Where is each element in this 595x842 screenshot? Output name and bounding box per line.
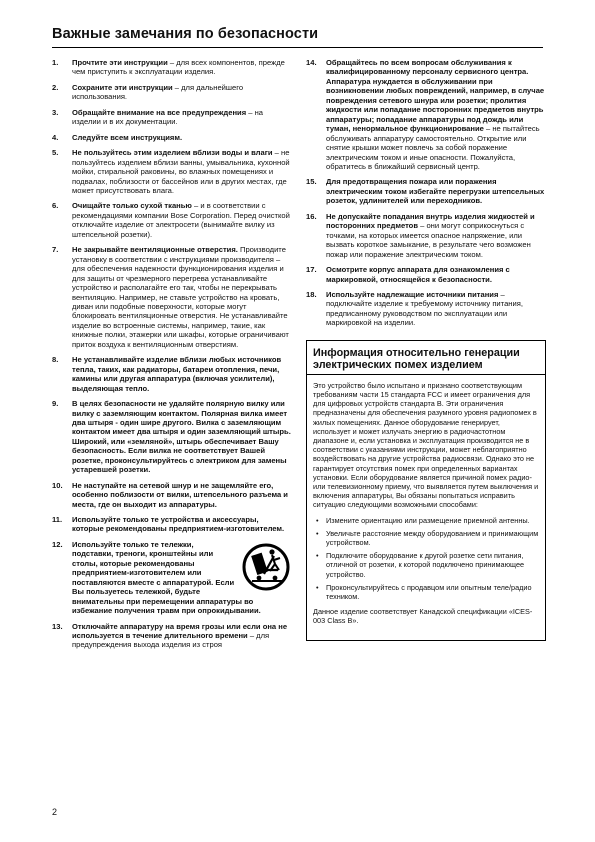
emi-bullet-item [313,583,539,601]
safety-item-1 [52,58,292,77]
safety-item-7 [52,245,292,349]
item-number: 4. [52,132,59,142]
emi-bullet-text: Подключите оборудование к другой розетке сети питания, отличной от розетки, к которой подключено принимающее устройство. [326,551,525,579]
item-number: 9. [52,399,59,409]
item-body-text: – подключайте изделие к требуемому источнику питания, предписанному руководством по эксплуатации или маркировкой на изделии. [326,289,523,328]
item-text [72,245,292,349]
emi-info-rule [307,374,545,375]
item-text [326,290,546,328]
item-number: 8. [52,355,59,365]
emi-bullet-text: Измените ориентацию или размещение приемной антенны. [326,515,530,525]
safety-item-4 [52,133,292,142]
item-bold-text: Не допускайте попадания внутрь изделия жидкостей и посторонних предметов [326,211,535,231]
safety-item-12 [52,540,292,616]
item-text [72,481,292,509]
safety-list-right [306,58,546,328]
item-bold-text: Используйте надлежащие источники питания [326,289,499,299]
item-body-text: – для предупреждения выхода изделия из строя [72,631,270,650]
emi-canada-note: Данное изделие соответствует Канадской спецификации «ICES-003 Class B». [313,607,533,626]
item-text [72,201,292,239]
bullet-icon: • [316,582,319,592]
item-text [72,58,292,77]
item-number: 6. [52,201,59,211]
emi-bullet-item [313,551,539,579]
left-column [52,58,292,656]
right-column [306,58,546,641]
safety-item-5 [52,148,292,195]
item-text [72,355,292,393]
item-number: 7. [52,245,59,255]
safety-item-16 [306,212,546,259]
item-text [72,515,292,534]
safety-item-18 [306,290,546,328]
item-bold-text: Прочтите эти инструкции [72,58,168,67]
item-bold-text: Сохраните эти инструкции [72,82,173,92]
item-number: 2. [52,82,59,92]
item-number: 10. [52,480,63,490]
item-text [72,540,292,616]
item-body-text: – на изделии и в их документации. [72,107,264,127]
item-bold-text: Отключайте аппаратуру на время грозы или если она не используется в течение длительного времени [72,621,288,641]
item-bold-text: Обращайте внимание на все предупреждения [72,107,247,117]
item-number: 17. [306,265,317,275]
emi-info-paragraph: Это устройство было испытано и признано соответствующим требованиям части 15 стандарта FCC и имеет ограничения для для цифровых устройств стандарта В. Эти ограничения предназначены для обеспечения разумного уровня радиопомех в жилых помещениях. Данное оборудование генерирует, использует и может излучать энергию в радиочастотном диапазоне и, если установка и эксплуатация производится не в соответствии с указаниями инструкции, может неблагоприятно воздействовать на другие устройства радиосвязи. Однако это не гарантирует отсутствия помех при определенных вариантах установки. Если оборудование является причиной помех радио- или телевизионному приему, что выявляется путем выключения и включения аппаратуры, Вы обязаны попытаться исправить ситуацию следующими возможными способами: [313,380,539,510]
safety-item-8 [52,355,292,393]
page-title: Важные замечания по безопасности [52,26,319,42]
item-bold-text: Осмотрите корпус аппарата для ознакомления с маркировкой, относящейся к безопасности. [326,265,510,284]
item-text [326,58,546,171]
emi-bullet-text: Увеличьте расстояние между оборудованием и принимающим устройством. [326,528,539,548]
item-bold-text: Очищайте только сухой тканью [72,201,192,211]
item-text [72,622,292,650]
bullet-icon: • [316,528,319,538]
bullet-icon: • [316,515,319,525]
item-text [326,212,546,259]
item-body-text: – для дальнейшего использования. [72,82,244,102]
item-bold-text: Используйте только те устройства и аксессуары, которые рекомендованы предприятием-изготовителем. [72,515,285,534]
item-number: 18. [306,289,317,299]
safety-item-11 [52,515,292,534]
item-bold-text: Не устанавливайте изделие вблизи любых источников тепла, таких, как радиаторы, батареи отопления, печи, камины или другая аппаратура (включая усилители), выделяющая тепло. [72,355,282,393]
item-text [326,177,546,205]
item-number: 13. [52,621,63,631]
item-number: 5. [52,148,59,158]
safety-item-13 [52,622,292,650]
item-body-text: – не пытайтесь обслуживать аппаратуру самостоятельно. Открытие или снятие крышки может повлечь за собой поражение электрическим током и иные опасности. Пожалуйста, обратитесь в ближайший сервисный центр. [326,124,540,171]
bullet-icon: • [316,551,319,561]
safety-item-10 [52,481,292,509]
safety-item-9 [52,399,292,475]
item-text [72,83,292,102]
item-bold-text: Не закрывайте вентиляционные отверстия. [72,245,238,255]
item-bold-text: Используйте только те тележки, подставки, треноги, кронштейны или столы, которые рекомендованы предприятием-изготовителем или поставляются вместе с аппаратурой. Если Вы пользуетесь тележкой, будьте внимательны при перемещении аппаратуры во избежание получения травм при опрокидывании. [72,539,261,616]
item-body-text: – они могут соприкоснуться с точками, на которых имеется опасное напряжение, или вызвать короткое замыкание, в результате чего возможен пожар или поражение электрическим током. [326,221,531,259]
item-body-text: – не пользуйтесь изделием вблизи ванны, умывальника, кухонной мойки, стиральной раковины, во влажных помещениях и подвалах, поблизости от бассейнов или в других местах, где может присутствовать влага. [72,148,290,195]
safety-item-14 [306,58,546,171]
item-number: 3. [52,107,59,117]
item-text [326,265,546,284]
item-number: 15. [306,177,317,187]
item-bold-text: Обращайтесь по всем вопросам обслуживания к квалифицированному персоналу сервисного центра. Аппаратура нуждается в обслуживании при возникновении любых повреждений, например, в случае повреждения сетевого шнура или розетки; пролития жидкости или попадание посторонних предметов внутрь аппаратуры; попадание аппаратуры под дождь или туман, ненормальное функционирование [326,58,545,134]
item-text [72,108,292,127]
item-number: 16. [306,211,317,221]
emi-bullet-item [313,529,539,547]
safety-item-15 [306,177,546,205]
item-bold-text: Следуйте всем инструкциям. [72,132,183,142]
safety-item-6 [52,201,292,239]
emi-info-heading: Информация относительно генерации электрических помех изделием [313,346,520,371]
item-body-text: Производите установку в соответствии с инструкциями производителя – для обеспечения надежности функционирования изделия и для защиты от чрезмерного перегрева устанавливайте устройство и располагайте его так, чтобы не перекрывать вентиляцию. Например, не ставьте устройство на кровать, диван или подобные поверхности, которые могут блокировать вентиляционные отверстия. Не устанавливайте изделие во встроенные системы, например, такие, как книжные полки, этажерки или шкафы, которые ограничивают приток воздуха к вентиляционным отверстиям. [72,245,289,349]
safety-list-left [52,58,292,650]
emi-bullet-item [313,516,539,525]
item-bold-text: Не пользуйтесь этим изделием вблизи воды и влаги [72,148,273,158]
emi-bullet-text: Проконсультируйтесь с продавцом или опытным теле/радио техником. [326,582,532,602]
safety-item-2 [52,83,292,102]
item-number: 1. [52,58,59,67]
item-bold-text: В целях безопасности не удаляйте полярную вилку или вилку с заземляющим контактом. Полярная вилка имеет два штыря - один шире другого. Вилка с заземляющим контактом имеет два штыря и один заземляющий штырь. Широкий, или «земляной», штырь обеспечивает Вашу безопасность. Если вилка не соответствует Вашей розетке, проконсультируйтесь с электриком для замены устаревшей розетки. [72,399,291,475]
item-bold-text: Не наступайте на сетевой шнур и не защемляйте его, особенно поблизости от вилки, штепсельного разъема и места, где он выходит из аппаратуры. [72,480,288,509]
emi-info-box [306,340,546,641]
item-body-text: – и в соответствии с рекомендациями компании Bose Corporation. Перед очисткой отключайте изделие от электросети (вынимайте вилку из штепсельной розетки). [72,201,290,239]
item-number: 12. [52,539,63,549]
item-body-text: – для всех компонентов, прежде чем приступить к эксплуатации изделия. [72,58,285,77]
item-text [72,133,292,142]
safety-item-17 [306,265,546,284]
item-number: 11. [52,515,63,525]
item-number: 14. [306,58,317,67]
item-bold-text: Для предотвращения пожара или поражения электрическим током избегайте перегрузки штепсельных розеток, удлинителей или переходников. [326,177,545,206]
item-text [72,148,292,195]
page-number: 2 [52,807,58,817]
safety-item-3 [52,108,292,127]
cart-tip-over-warning-icon [242,540,290,594]
emi-bullet-list [313,516,539,602]
title-rule [52,47,543,48]
item-text [72,399,292,475]
